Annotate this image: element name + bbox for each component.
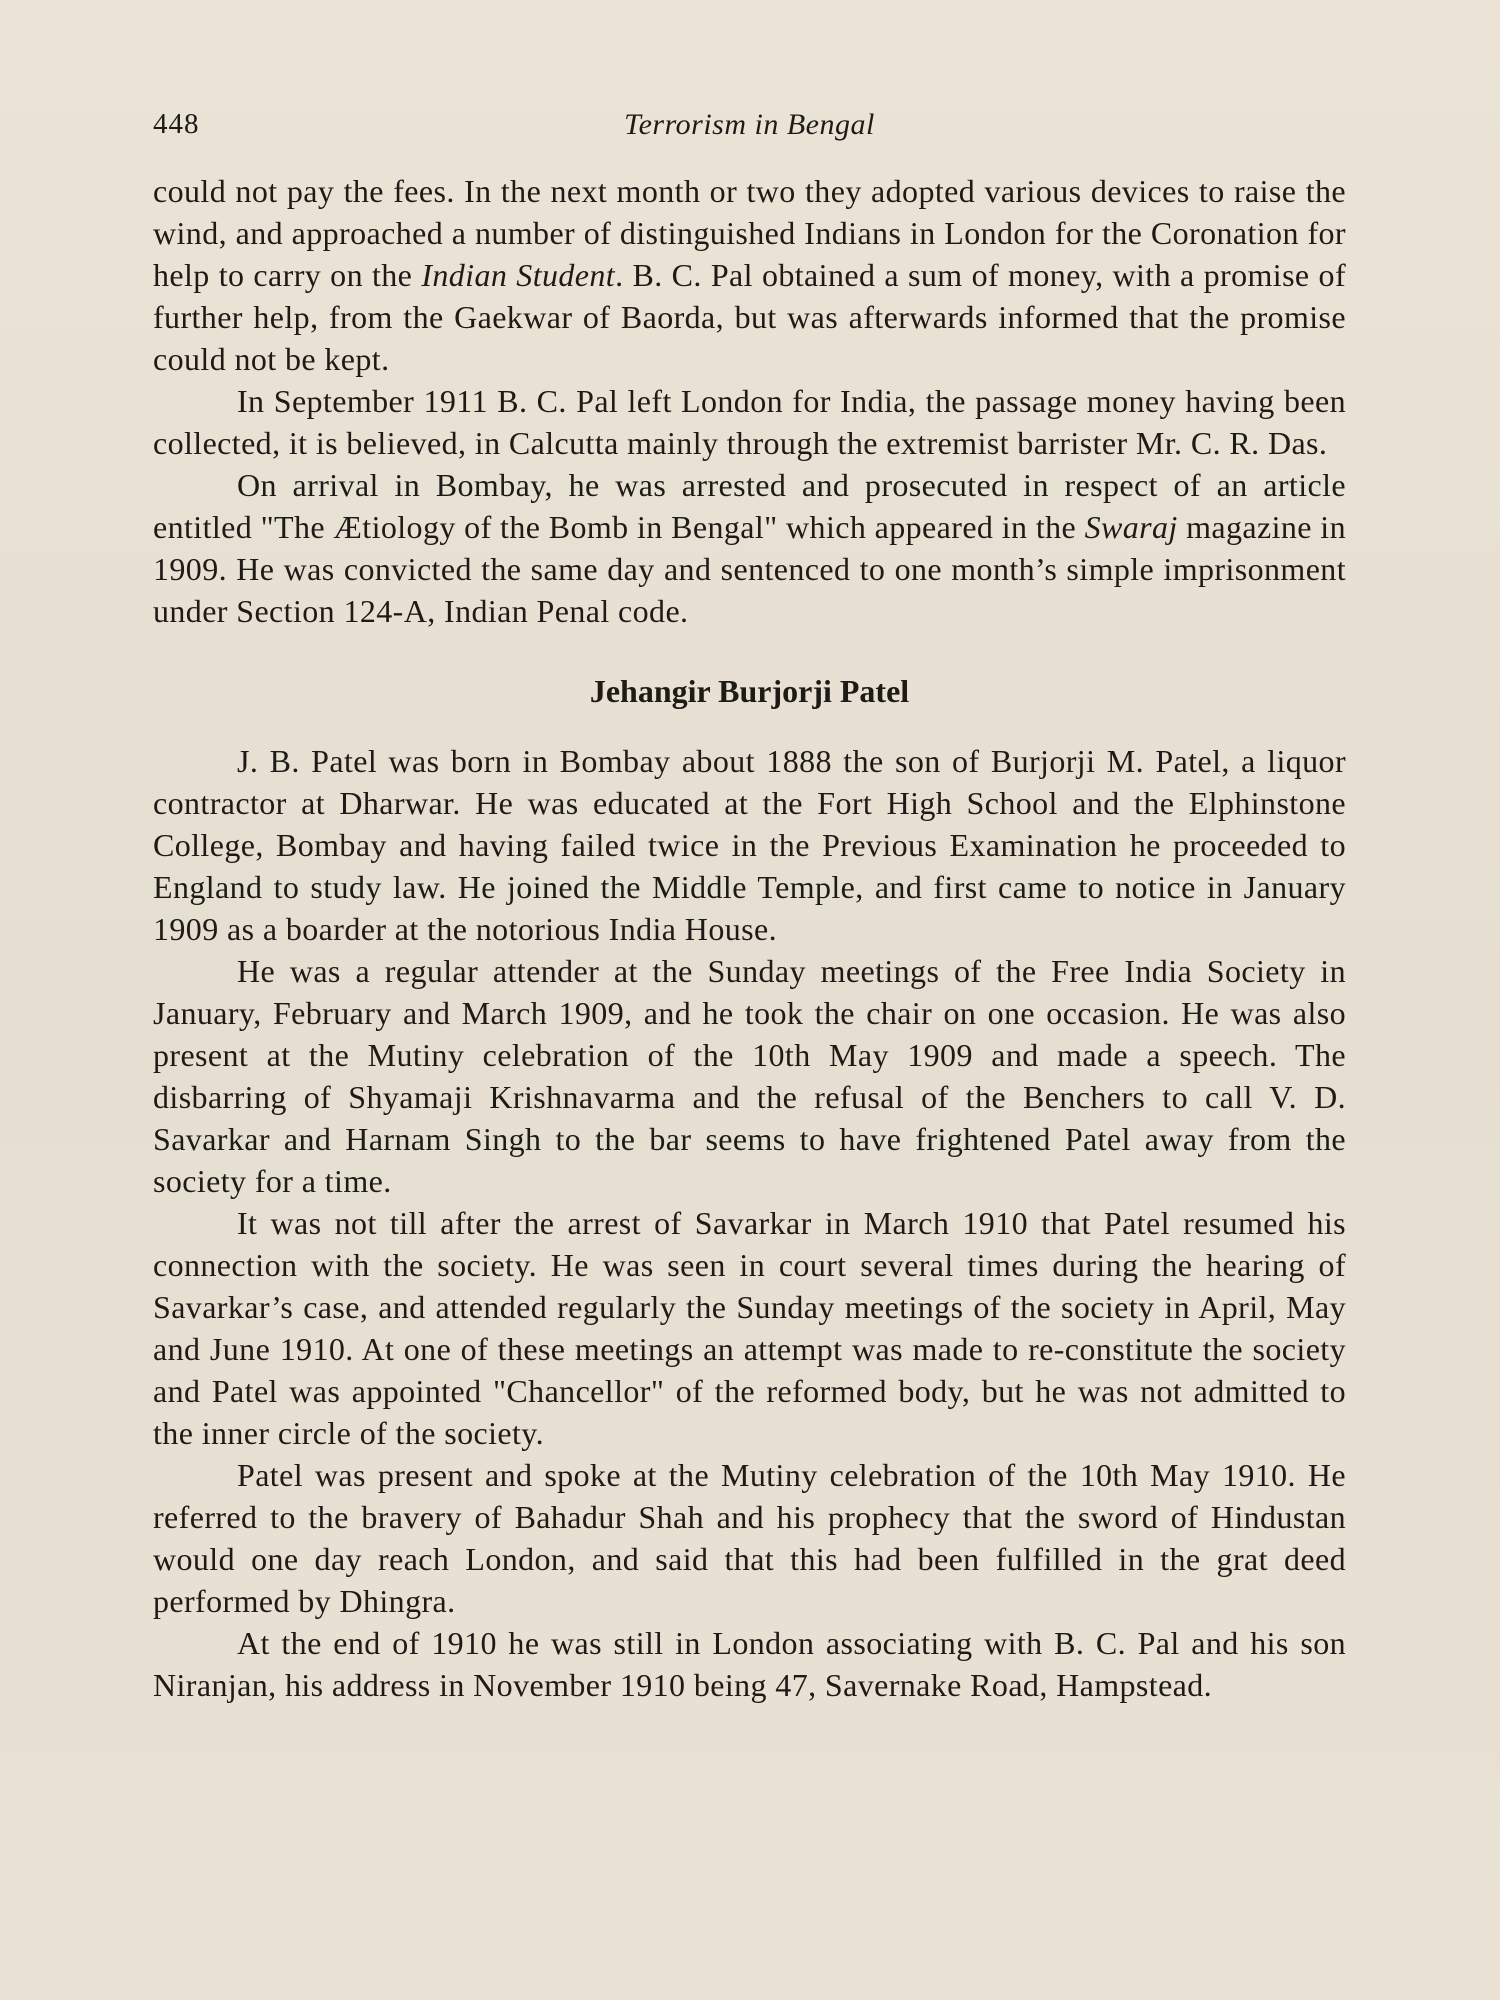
paragraph: J. B. Patel was born in Bombay about 1888 the son of Burjorji M. Patel, a liquor contractor at Dharwar. He was educated at the Fort High School and the Elphinstone College, Bombay and having failed twice in the Previous Examination he proceeded to England to study law. He joined the Middle Temple, and first came to notice in January 1909 as a boarder at the notorious India House. [153, 743, 1346, 947]
body-text [153, 170, 1346, 1706]
section-heading: Jehangir Burjorji Patel [589, 673, 910, 709]
paragraph: He was a regular attender at the Sunday meetings of the Free India Society in January, February and March 1909, and he took the chair on one occasion. He was also present at the Mutiny celebration of the 10th May 1909 and made a speech. The disbarring of Shyamaji Krishnavarma and the refusal of the Benchers to call V. D. Savarkar and Harnam Singh to the bar seems to have frightened Patel away from the society for a time. [153, 953, 1346, 1199]
paragraph-text: magazine in 1909. He was convicted the same day and sentenced to one month’s simple imprisonment under Section 124-A, Indian Penal code. [153, 509, 1346, 629]
paragraph-text: could not pay the fees. In the next month or two they adopted various devices to raise the wind, and approached a number of distinguished Indians in London for the Coronation for help to carry on the [153, 173, 1346, 293]
running-title: Terrorism in Bengal [624, 108, 875, 141]
paragraph-text: On arrival in Bombay, he was arrested and prosecuted in respect of an article entitled "The Ætiology of the Bomb in Bengal" which appeared in the [153, 467, 1346, 545]
italic-title: Swaraj [1084, 509, 1178, 545]
page-header [153, 108, 1346, 152]
italic-title: Indian Student [421, 257, 616, 293]
paragraph: Patel was present and spoke at the Mutiny celebration of the 10th May 1910. He referred to the bravery of Bahadur Shah and his prophecy that the sword of Hindustan would one day reach London, and said that this had been fulfilled in the grat deed performed by Dhingra. [153, 1457, 1346, 1619]
paragraph-continued [153, 170, 1346, 380]
paragraph: At the end of 1910 he was still in London associating with B. C. Pal and his son Niranjan, his address in November 1910 being 47, Savernake Road, Hampstead. [153, 1625, 1346, 1703]
page-number: 448 [153, 108, 200, 140]
paragraph [153, 464, 1346, 632]
paragraph-text: . B. C. Pal obtained a sum of money, with a promise of further help, from the Gaekwar of Baorda, but was afterwards informed that the promise could not be kept. [153, 257, 1347, 377]
paragraph: It was not till after the arrest of Savarkar in March 1910 that Patel resumed his connection with the society. He was seen in court several times during the hearing of Savarkar’s case, and attended regularly the Sunday meetings of the society in April, May and June 1910. At one of these meetings an attempt was made to re-constitute the society and Patel was appointed "Chancellor" of the reformed body, but he was not admitted to the inner circle of the society. [153, 1205, 1346, 1451]
paragraph: In September 1911 B. C. Pal left London for India, the passage money having been collected, it is believed, in Calcutta mainly through the extremist barrister Mr. C. R. Das. [153, 383, 1346, 461]
